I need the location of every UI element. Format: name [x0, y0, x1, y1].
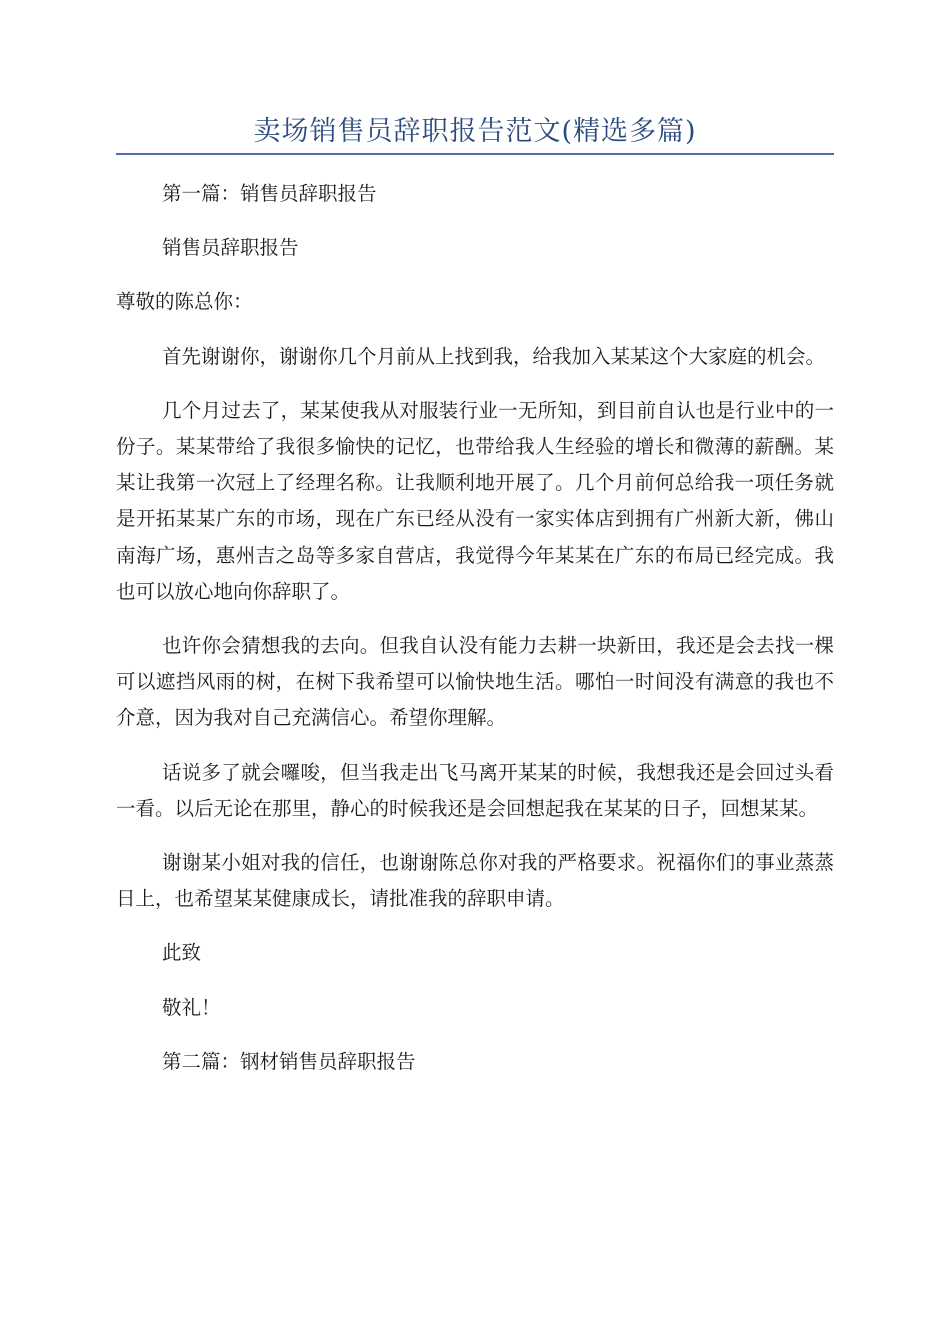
document-title: 卖场销售员辞职报告范文(精选多篇): [253, 116, 697, 147]
title-underline: [116, 153, 834, 155]
section-heading-2: 第二篇：钢材销售员辞职报告: [162, 1049, 416, 1073]
closing-salute: 敬礼！: [162, 995, 221, 1019]
body-paragraph: 话说多了就会囉唆，但当我走出飞马离开某某的时候，我想我还是会回过头看一看。以后无论在那里，静心的时候我还是会回想起我在某某的日子，回想某某。: [116, 760, 834, 820]
body-paragraph: 谢谢某小姐对我的信任，也谢谢陈总你对我的严格要求。祝福你们的事业蒸蒸日上，也希望某某健康成长，请批准我的辞职申请。: [116, 851, 834, 911]
document-body: [116, 176, 834, 1098]
salutation: 尊敬的陈总你：: [116, 290, 253, 314]
body-paragraph: 几个月过去了，某某使我从对服装行业一无所知，到目前自认也是行业中的一份子。某某带给了我很多愉快的记忆，也带给我人生经验的增长和微薄的薪酬。某某让我第一次冠上了经理名称。让我顺利地开展了。几个月前何总给我一项任务就是开拓某某广东的市场，现在广东已经从没有一家实体店到拥有广州新大新，佛山南海广场，惠州吉之岛等多家自营店，我觉得今年某某在广东的布局已经完成。我也可以放心地向你辞职了。: [116, 398, 834, 603]
closing-line: 此致: [162, 941, 202, 965]
body-paragraph: 首先谢谢你，谢谢你几个月前从上找到我，给我加入某某这个大家庭的机会。: [162, 344, 826, 368]
section-heading-1: 第一篇：销售员辞职报告: [162, 182, 377, 205]
body-paragraph: 也许你会猜想我的去向。但我自认没有能力去耕一块新田，我还是会去找一棵可以遮挡风雨的树，在树下我希望可以愉快地生活。哪怕一时间没有满意的我也不介意，因为我对自己充满信心。希望你理解。: [116, 634, 834, 730]
letter-title: 销售员辞职报告: [162, 236, 299, 260]
